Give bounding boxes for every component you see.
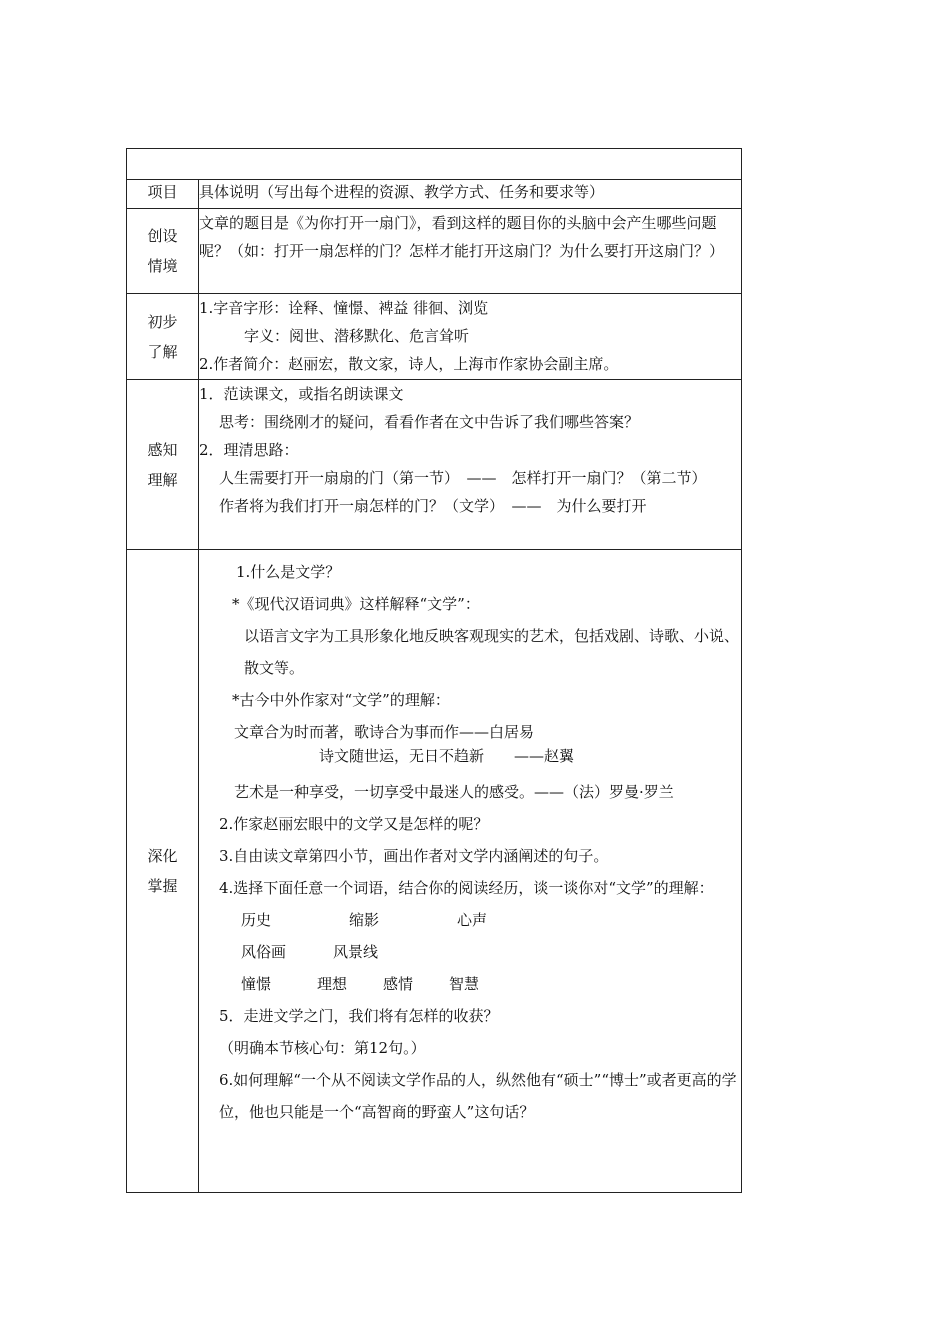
- content-line: 2.作者简介：赵丽宏，散文家，诗人，上海市作家协会副主席。: [199, 355, 619, 373]
- content-line: 以语言文字为工具形象化地反映客观现实的艺术，包括戏剧、诗歌、小说、散文等。: [244, 627, 740, 677]
- row-deepen-mastery: [127, 550, 742, 1193]
- word-item: 憧憬: [241, 975, 272, 993]
- empty-title-cell: [127, 149, 742, 180]
- content-line: 1．范读课文，或指名朗读课文: [199, 385, 404, 403]
- row-label-cell: [127, 380, 199, 550]
- header-description-cell: 具体说明（写出每个进程的资源、教学方式、任务和要求等）: [199, 180, 742, 209]
- content-line: 作者将为我们打开一扇怎样的门？（文学） —— 为什么要打开: [219, 497, 647, 515]
- row-content-cell: [199, 294, 742, 380]
- content-line: 2.作家赵丽宏眼中的文学又是怎样的呢？: [219, 815, 489, 833]
- content-line: 1.什么是文学？: [236, 563, 341, 581]
- content-line: 思考：围绕刚才的疑问，看看作者在文中告诉了我们哪些答案？: [219, 413, 640, 431]
- row-perception: [127, 380, 742, 550]
- word-item: 风俗画: [241, 943, 287, 961]
- content-line: 3.自由读文章第四小节，画出作者对文学内涵阐述的句子。: [219, 847, 609, 865]
- word-item: 风景线: [333, 943, 379, 961]
- content-line: 5．走进文学之门，我们将有怎样的收获？: [219, 1007, 499, 1025]
- word-item: 智慧: [449, 975, 480, 993]
- word-item: 缩影: [349, 911, 380, 929]
- row-preliminary-understanding: [127, 294, 742, 380]
- content-line: 4.选择下面任意一个词语，结合你的阅读经历，谈一谈你对“文学”的理解：: [219, 879, 714, 897]
- row-label-line: 理解: [147, 470, 178, 489]
- word-list-row: [199, 968, 741, 1000]
- content-line: *古今中外作家对“文学”的理解：: [232, 691, 450, 709]
- word-list-row: [199, 904, 741, 936]
- content-line: *《现代汉语词典》这样解释“文学”：: [232, 595, 480, 613]
- row-label-cell: [127, 550, 199, 1193]
- row-content-cell: [199, 380, 742, 550]
- poem-line: 诗文随世运，无日不趋新 ——赵翼: [319, 747, 575, 765]
- word-list-row: [199, 936, 741, 968]
- row-label-cell: [127, 209, 199, 294]
- empty-title-row: [127, 149, 742, 180]
- content-line: 人生需要打开一扇扇的门（第一节） —— 怎样打开一扇门？（第二节）: [219, 469, 707, 487]
- row-label-line: 深化: [147, 847, 178, 865]
- content-line: 艺术是一种享受，一切享受中最迷人的感受。——（法）罗曼·罗兰: [234, 783, 674, 801]
- row-content-cell: [199, 550, 742, 1193]
- content-line: 文章的题目是《为你打开一扇门》，看到这样的题目你的头脑中会产生哪些问题呢？（如：打开一扇怎样的门？怎样才能打开这扇门？为什么要打开这扇门？）: [199, 214, 725, 260]
- poem-line: 文章合为时而著，歌诗合为事而作——白居易: [234, 723, 535, 741]
- row-content-cell: [199, 209, 742, 294]
- word-item: 理想: [317, 975, 348, 993]
- row-label-line: 掌握: [147, 877, 178, 895]
- content-line: 6.如何理解“一个从不阅读文学作品的人，纵然他有“硕士”“博士”或者更高的学位，他也只能是一个“高智商的野蛮人”这句话？: [219, 1071, 737, 1121]
- row-label-line: 了解: [147, 342, 178, 361]
- row-label-line: 情境: [147, 257, 178, 275]
- content-line: 2．理清思路：: [199, 441, 299, 459]
- row-label-line: 初步: [147, 312, 178, 331]
- content-line: （明确本节核心句：第12句。）: [219, 1039, 426, 1057]
- word-item: 心声: [457, 911, 488, 929]
- word-item: 感情: [383, 975, 414, 993]
- row-label-line: 感知: [147, 440, 178, 459]
- word-item: 历史: [241, 911, 272, 929]
- row-label-line: 创设: [147, 227, 178, 245]
- row-label-cell: [127, 294, 199, 380]
- content-line: 字义：阅世、潜移默化、危言耸听: [244, 327, 470, 345]
- row-create-situation: [127, 209, 742, 294]
- header-item-cell: 项目: [127, 180, 199, 209]
- header-row: [127, 180, 742, 209]
- lesson-plan-table: [126, 148, 742, 1193]
- content-line: 1.字音字形：诠释、憧憬、裨益 徘徊、浏览: [199, 299, 489, 317]
